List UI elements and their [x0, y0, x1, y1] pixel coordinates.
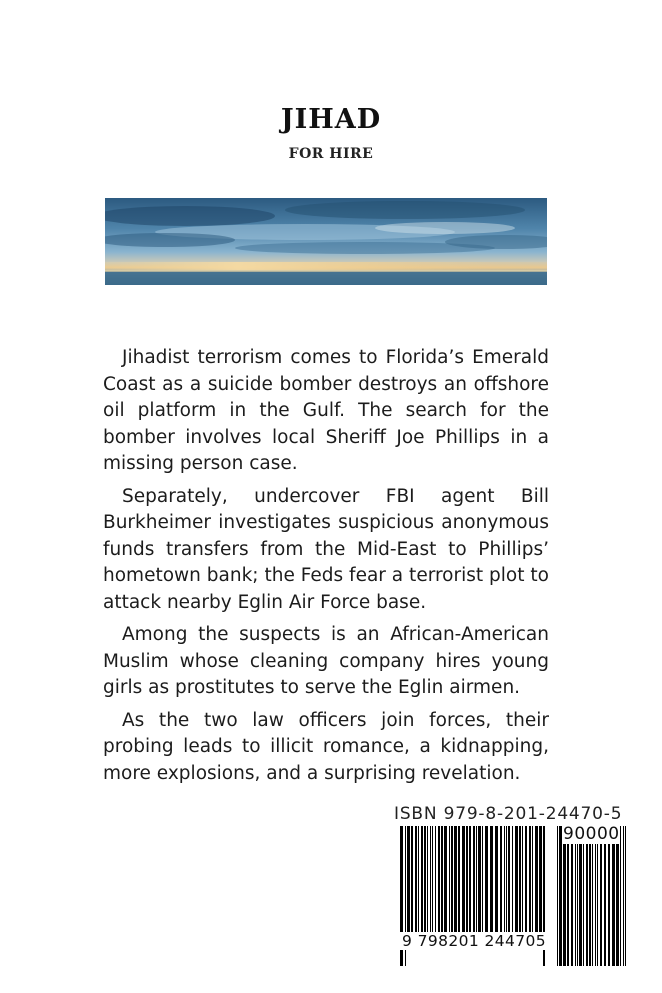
isbn-label: ISBN 979-8-201-24470-5 [394, 804, 623, 824]
sky-banner-image [105, 198, 547, 285]
book-subtitle: FOR HIRE [288, 146, 374, 162]
ean-barcode-digits: 9 798201 244705 [400, 932, 550, 950]
blurb-paragraph-1: Jihadist terrorism comes to Florida’s Emerald Coast as a suicide bomber destroys an offshore oil platform in the Gulf. The search for the bomber involves local Sheriff Joe Phillips in a missing person case. [103, 347, 549, 474]
addon-barcode-digits: 90000 [563, 824, 620, 844]
back-cover-blurb [103, 345, 549, 793]
blurb-paragraph-3: Among the suspects is an African-American Muslim whose cleaning company hires young girls as prostitutes to serve the Eglin airmen. [103, 624, 549, 698]
blurb-paragraph-2: Separately, undercover FBI agent Bill Burkheimer investigates suspicious anonymous funds transfers from the Mid-East to Phillips’ hometown bank; the Feds fear a terrorist plot to attack nearby Eglin Air Force base. [103, 485, 549, 613]
book-title: JIHAD [280, 104, 382, 135]
addon-barcode [557, 826, 627, 966]
blurb-paragraph-4: As the two law officers join forces, their probing leads to illicit romance, a kidnapping, more explosions, and a surprising revelation. [103, 709, 549, 784]
